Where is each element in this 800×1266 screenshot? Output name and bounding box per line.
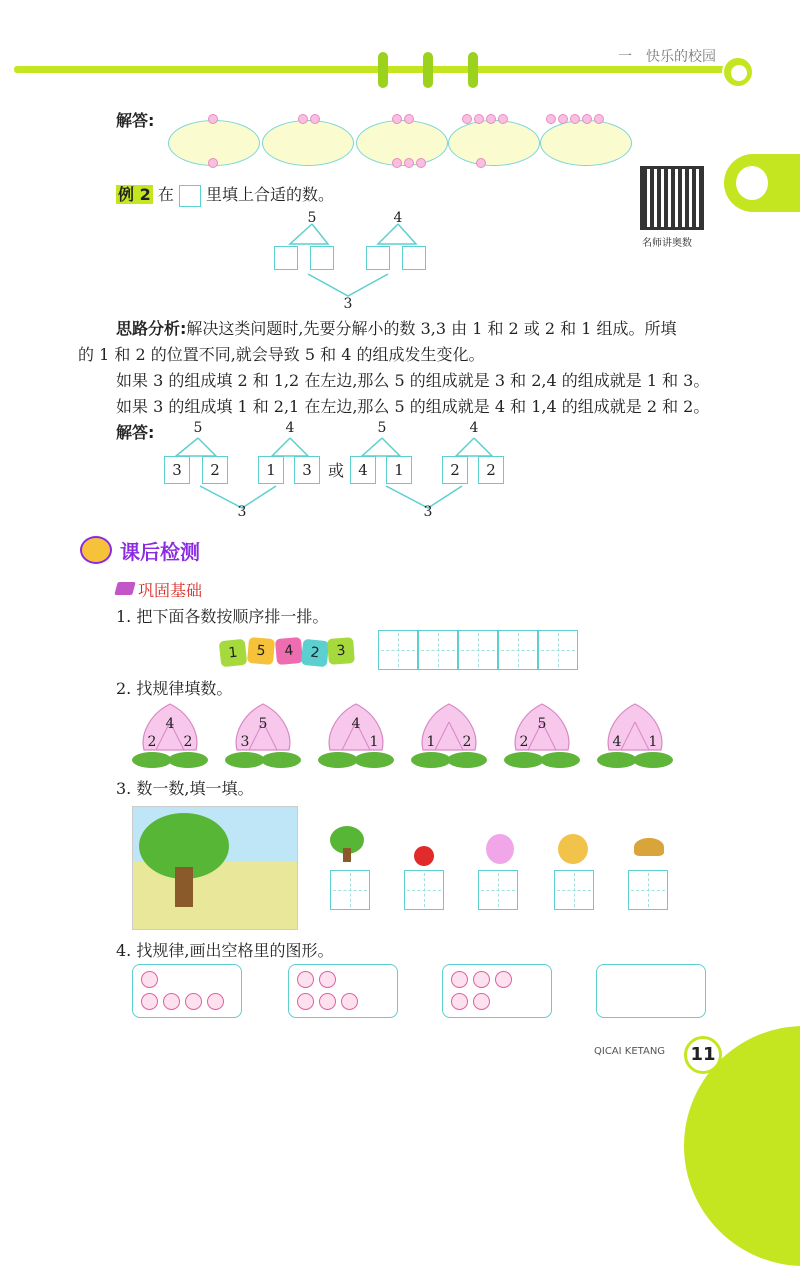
analysis-line1: 思路分析:解决这类问题时,先要分解小的数 3,3 由 1 和 2 或 2 和 1 组成。所填 [116, 319, 677, 338]
peach-number: 5 [258, 716, 268, 732]
scene-picture [132, 806, 298, 930]
peach-number: 1 [369, 734, 379, 750]
ex-top-4: 4 [393, 210, 403, 226]
a2-left-box: 2 [202, 456, 228, 484]
num-tile: 3 [327, 637, 355, 665]
ex-box [402, 246, 426, 270]
answer-cell[interactable] [498, 630, 538, 670]
peach [502, 700, 582, 780]
a2-left-box: 1 [258, 456, 284, 484]
peach [595, 700, 675, 780]
peach-number: 2 [183, 734, 193, 750]
peach-number: 2 [147, 734, 157, 750]
peach-row [130, 700, 690, 780]
peach-number: 4 [612, 734, 622, 750]
a2-left-top5: 5 [193, 420, 203, 436]
a2-left-top4: 4 [285, 420, 295, 436]
peach-number: 4 [165, 716, 175, 732]
peach-number: 1 [426, 734, 436, 750]
peach [316, 700, 396, 780]
or-label: 或 [328, 461, 345, 480]
num-tile: 2 [301, 639, 330, 668]
a2-left-box: 3 [164, 456, 190, 484]
q4-text: 4. 找规律,画出空格里的图形。 [116, 941, 334, 960]
ex-bottom-3: 3 [343, 296, 353, 312]
chapter-title: 一 快乐的校园 [618, 49, 716, 65]
bird-icon [634, 838, 664, 856]
ex-top-5: 5 [307, 210, 317, 226]
a2-right-bottom: 3 [423, 504, 433, 520]
answer-cell[interactable] [538, 630, 578, 670]
num-tile: 1 [219, 639, 248, 668]
peach-number: 1 [648, 734, 658, 750]
book-icon [114, 582, 135, 595]
a2-right-box: 1 [386, 456, 412, 484]
a2-right-box: 2 [478, 456, 504, 484]
qr-caption: 名师讲奥数 [642, 238, 692, 249]
a2-right-box: 4 [350, 456, 376, 484]
answer2-label: 解答: [116, 423, 155, 442]
monkey-icon [558, 834, 588, 864]
peach-number: 4 [351, 716, 361, 732]
peach-number: 2 [462, 734, 472, 750]
num-tile: 5 [247, 637, 275, 665]
peach [223, 700, 303, 780]
page-number: 11 [684, 1036, 722, 1074]
num-tile: 4 [275, 637, 303, 665]
answer1-ovals [168, 114, 638, 174]
count-cell[interactable] [330, 870, 370, 910]
ex-box [366, 246, 390, 270]
answer1-label: 解答: [116, 111, 155, 130]
example2-line: 例 2 在 里填上合适的数。 [116, 182, 334, 208]
pattern-panel [132, 964, 242, 1018]
a2-right-box: 2 [442, 456, 468, 484]
analysis-line3: 如果 3 的组成填 2 和 1,2 在左边,那么 5 的组成就是 3 和 2,4 的组成就是 1 和 3。 [116, 371, 710, 390]
peach-number: 2 [519, 734, 529, 750]
apple-icon [414, 846, 434, 866]
section-title: 课后检测 [120, 540, 200, 564]
analysis-line2: 的 1 和 2 的位置不同,就会导致 5 和 4 的组成发生变化。 [78, 345, 485, 364]
header-rings [370, 50, 490, 90]
peach-number: 5 [537, 716, 547, 732]
ex-box [310, 246, 334, 270]
answer-cell[interactable] [458, 630, 498, 670]
bee-icon [80, 536, 112, 564]
count-cell[interactable] [628, 870, 668, 910]
side-tab [724, 154, 800, 212]
analysis-line4: 如果 3 的组成填 1 和 2,1 在左边,那么 5 的组成就是 4 和 1,4 的组成就是 2 和 2。 [116, 397, 710, 416]
footer-brand: QICAI KETANG [594, 1046, 666, 1057]
blank-box [179, 185, 201, 207]
a2-left-box: 3 [294, 456, 320, 484]
count-cell[interactable] [478, 870, 518, 910]
example-tag: 例 2 [118, 185, 151, 204]
a2-right-top5: 5 [377, 420, 387, 436]
answer-cell[interactable] [378, 630, 418, 670]
a2-right-top4: 4 [469, 420, 479, 436]
ex-box [274, 246, 298, 270]
mascot-icon [722, 56, 754, 88]
q1-text: 1. 把下面各数按顺序排一排。 [116, 607, 329, 626]
count-cell[interactable] [554, 870, 594, 910]
pattern-panel-empty[interactable] [596, 964, 706, 1018]
rabbit-icon [486, 834, 514, 864]
count-cell[interactable] [404, 870, 444, 910]
peach [130, 700, 210, 780]
peach [409, 700, 489, 780]
a2-left-bottom: 3 [237, 504, 247, 520]
answer-cell[interactable] [418, 630, 458, 670]
qr-code [640, 166, 704, 230]
q2-text: 2. 找规律填数。 [116, 679, 233, 698]
pattern-panel [288, 964, 398, 1018]
subsection-title: 巩固基础 [138, 581, 203, 600]
peach-number: 3 [240, 734, 250, 750]
bunny-icon [736, 166, 768, 200]
q3-text: 3. 数一数,填一填。 [116, 779, 254, 798]
pattern-panel [442, 964, 552, 1018]
